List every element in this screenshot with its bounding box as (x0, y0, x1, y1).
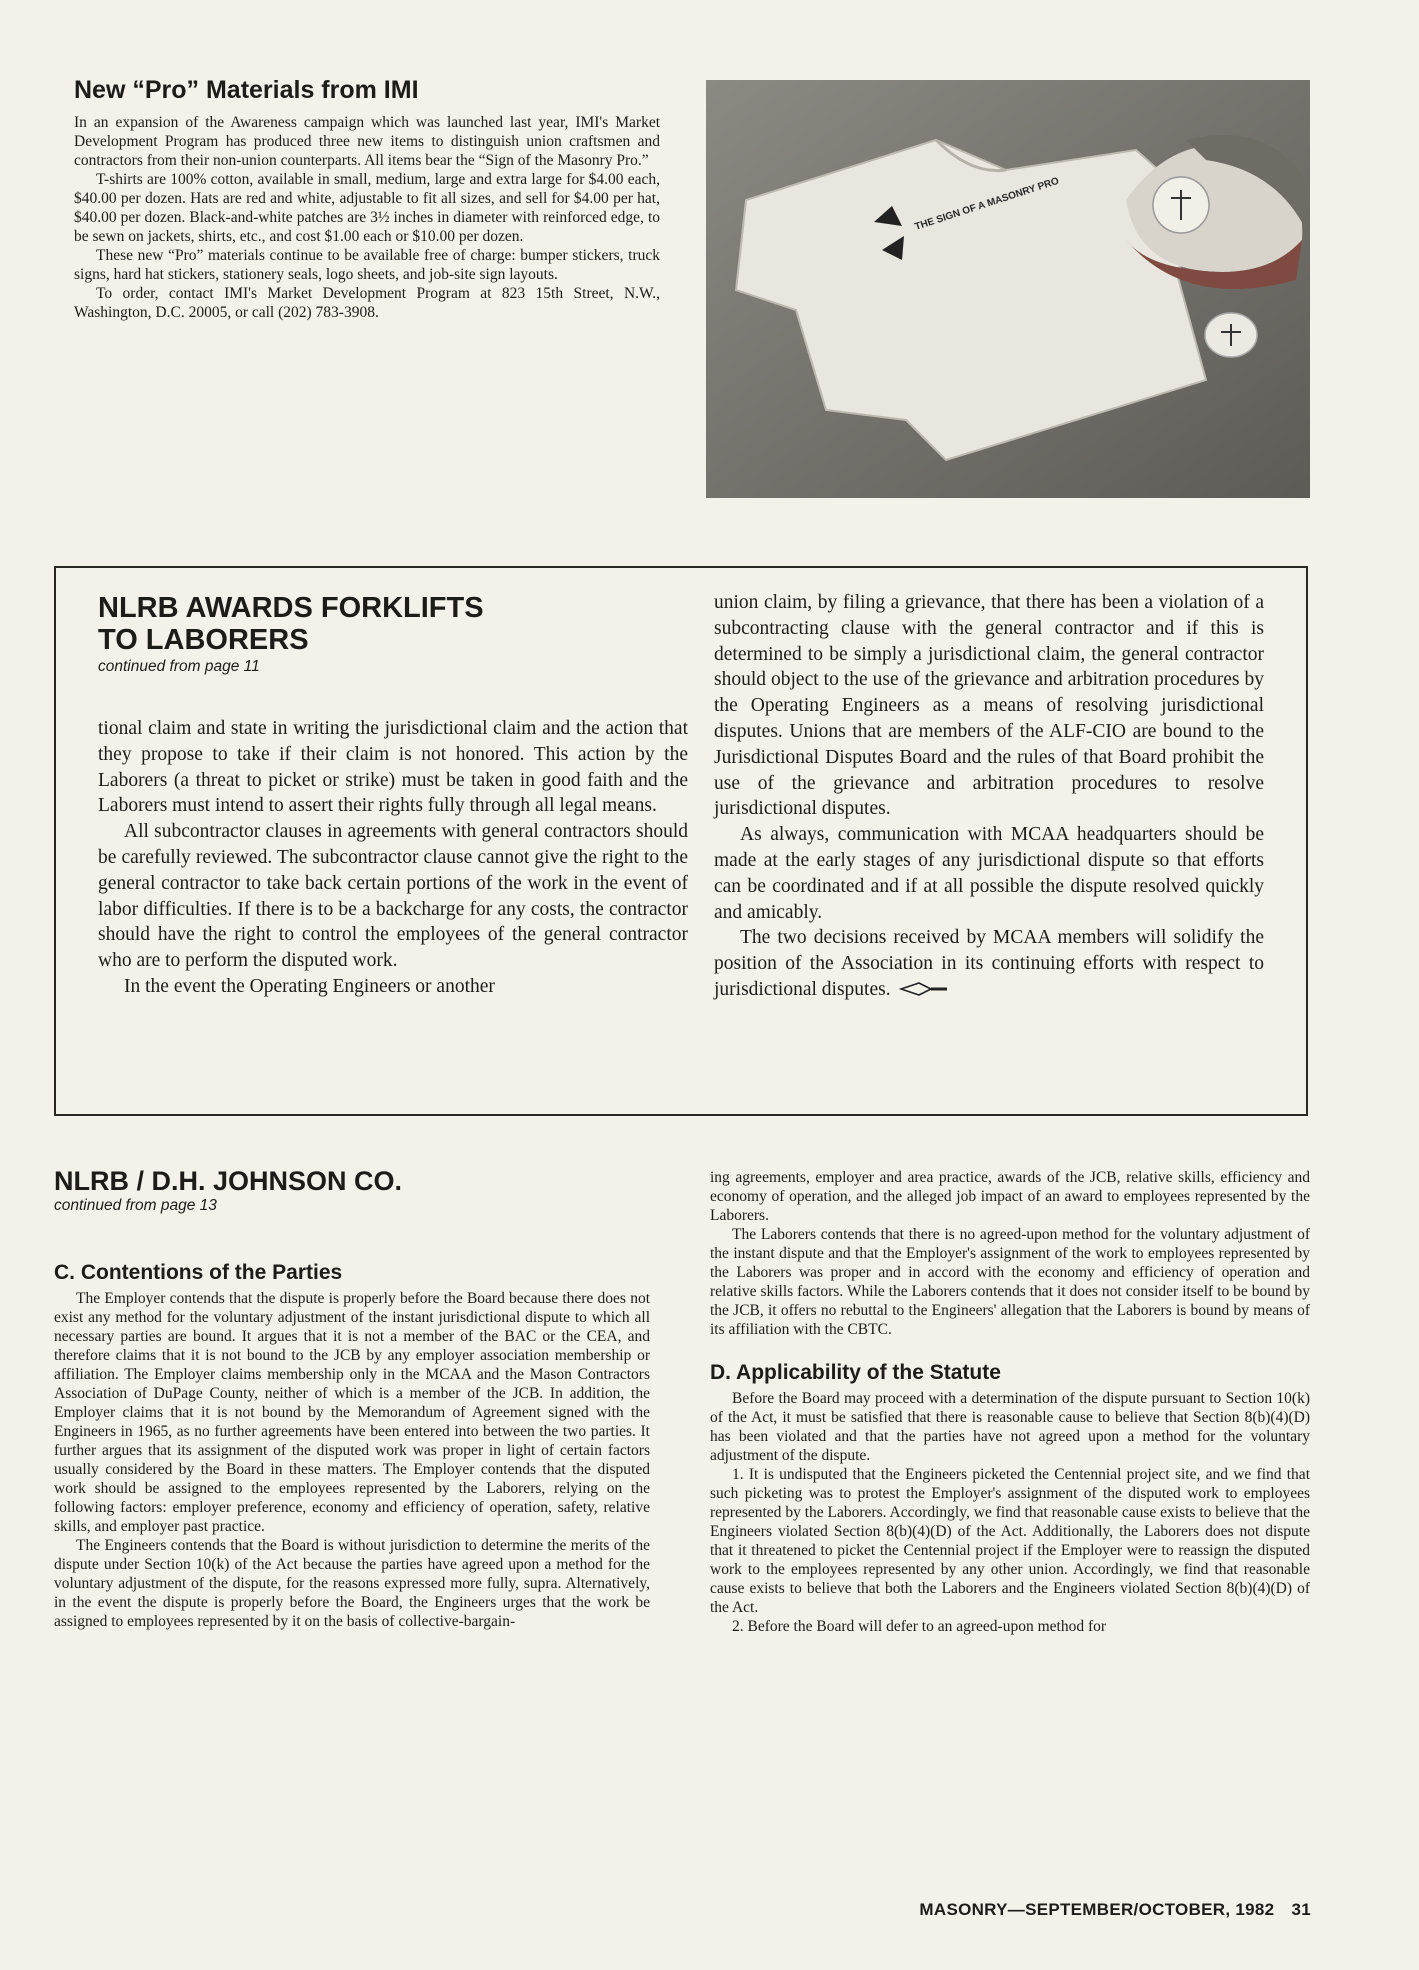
product-photo (706, 80, 1310, 498)
forklifts-paragraph: tional claim and state in writing the jurisdictional claim and the action that they propose to take if their claim is not honored. This action by the Laborers (a threat to picket or strike) must be taken in good faith and the Laborers must intend to assert their rights fully through all legal means. (98, 718, 688, 817)
patch (1205, 313, 1257, 357)
section-d-paragraph: 2. Before the Board will defer to an agreed-upon method for (732, 1618, 1107, 1635)
pro-article-body (74, 113, 660, 322)
section-c-paragraph: The Engineers contends that the Board is without jurisdiction to determine the merits of the dispute under Section 10(k) of the Act because the parties have agreed upon a method for the voluntary adjustment of the dispute, for the reasons expressed more fully, supra. Alternatively, in the event the dispute is properly before the Board, the Engineers urges that the work be assigned to employees represented by it on the basis of collective-bargain- (54, 1537, 650, 1630)
forklifts-paragraph: union claim, by filing a grievance, that there has been a violation of a subcontracting clause with the general contractor and if this is determined to be simply a jurisdictional claim, the general contractor should object to the use of the grievance and arbitration procedures by the Operating Engineers as a means of resolving jurisdictional disputes. Unions that are members of the ALF-CIO are bound to the Jurisdictional Disputes Board and the rules of that Board prohibit the use of the grievance and arbitration procedures to resolve jurisdictional disputes. (714, 592, 1264, 820)
forklifts-paragraph (714, 925, 1264, 1002)
section-c-body (54, 1289, 650, 1631)
section-d-body (710, 1389, 1310, 1636)
johnson-left-column (54, 1166, 650, 1631)
johnson-paragraph: ing agreements, employer and area practice, awards of the JCB, relative skills, efficiency and economy of operation, and the alleged job impact of an award to employees represented by the Laborers. (710, 1169, 1310, 1224)
section-d-paragraph: Before the Board may proceed with a determination of the dispute pursuant to Section 10(k) of the Act, it must be satisfied that there is reasonable cause to believe that Section 8(b)(4)(D) has been violated and that the parties have not agreed upon a method for the voluntary adjustment of the dispute. (710, 1390, 1310, 1464)
johnson-right-column (710, 1168, 1310, 1636)
johnson-right-body (710, 1168, 1310, 1339)
forklifts-title-line2: TO LABORERS (98, 624, 309, 656)
forklifts-title (98, 592, 688, 656)
pro-article-title: New “Pro” Materials from IMI (74, 76, 419, 104)
forklifts-continued: continued from page 11 (98, 658, 260, 675)
forklifts-paragraph: In the event the Operating Engineers or another (124, 975, 495, 997)
section-c-heading: C. Contentions of the Parties (54, 1261, 343, 1284)
photo-logo-text: THE SIGN OF A MASONRY PRO (913, 175, 1061, 233)
forklifts-final-text: The two decisions received by MCAA members will solidify the position of the Association in its continuing efforts with respect to jurisdictional disputes. (714, 927, 1264, 1000)
forklifts-paragraph: All subcontractor clauses in agreements with general contractors should be carefully reviewed. The subcontractor clause cannot give the right to the general contractor to take back certain portions of the work in the event of labor difficulties. If there is to be a backcharge for any costs, the contractor should have the right to control the employees of the general contractor who are to perform the disputed work. (98, 821, 688, 972)
trowel-end-mark-icon (899, 980, 949, 998)
forklifts-box (54, 566, 1308, 1116)
section-d-heading: D. Applicability of the Statute (710, 1361, 1001, 1384)
forklifts-paragraph: As always, communication with MCAA headquarters should be made at the early stages of any jurisdictional dispute so that efforts can be coordinated and if at all possible the dispute resolved quickly and amicably. (714, 824, 1264, 923)
pro-paragraph: To order, contact IMI's Market Development Program at 823 15th Street, N.W., Washington, D.C. 20005, or call (202) 783-3908. (74, 285, 660, 321)
forklifts-left-column (98, 592, 688, 1000)
johnson-paragraph: The Laborers contends that there is no agreed-upon method for the voluntary adjustment of the instant dispute and that the Employer's assignment of the work to employees represented by the Laborers was proper and in accord with the economy and efficiency of operation and relative skills factors. While the Laborers contends that it does not consider itself to be bound by the JCB, it offers no rebuttal to the Engineers' allegation that the Laborers is bound by means of its affiliation with the CBTC. (710, 1226, 1310, 1338)
johnson-title: NLRB / D.H. JOHNSON CO. (54, 1166, 403, 1196)
forklifts-left-body (98, 716, 688, 1000)
pro-paragraph: These new “Pro” materials continue to be available free of charge: bumper stickers, truck signs, hard hat stickers, stationery seals, logo sheets, and job-site sign layouts. (74, 247, 660, 283)
johnson-continued: continued from page 13 (54, 1197, 217, 1214)
pro-article (74, 76, 660, 322)
pro-paragraph: In an expansion of the Awareness campaign which was launched last year, IMI's Market Development Program has produced three new items to distinguish union craftsmen and contractors from their non-union counterparts. All items bear the “Sign of the Masonry Pro.” (74, 114, 660, 169)
page-footer (919, 1900, 1311, 1920)
product-photo-illustration (706, 80, 1310, 498)
footer-page-number: 31 (1291, 1900, 1311, 1919)
footer-publication: MASONRY—SEPTEMBER/OCTOBER, 1982 (919, 1900, 1275, 1919)
forklifts-right-column (714, 590, 1264, 1003)
forklifts-title-line1: NLRB AWARDS FORKLIFTS (98, 592, 484, 624)
pro-paragraph: T-shirts are 100% cotton, available in small, medium, large and extra large for $4.00 each, $40.00 per dozen. Hats are red and white, adjustable to fit all sizes, and sell for $4.00 per hat, $40.00 per dozen. Black-and-white patches are 3½ inches in diameter with reinforced edge, to be sewn on jackets, shirts, etc., and cost $1.00 each or $10.00 per dozen. (74, 171, 660, 245)
section-d-paragraph: 1. It is undisputed that the Engineers picketed the Centennial project site, and we find that such picketing was to protest the Employer's assignment of the disputed work to employees represented by the Laborers. Accordingly, we find that reasonable cause exists to believe that the Engineers violated Section 8(b)(4)(D) of the Act. Additionally, the Laborers does not dispute that it threatened to picket the Centennial project if the Employer were to reassign the disputed work to the employees represented by any other union. Accordingly, we find that reasonable cause exists to believe that both the Laborers and the Engineers violated Section 8(b)(4)(D) of the Act. (710, 1466, 1310, 1616)
section-c-paragraph: The Employer contends that the dispute is properly before the Board because there does not exist any method for the voluntary adjustment of the instant jurisdictional dispute to which all necessary parties are bound. It argues that it is not a member of the BAC or the CEA, and therefore claims that it is not bound to the JCB by any employer association membership or affiliation. The Employer claims membership only in the MCAA and the Mason Contractors Association of DuPage County, neither of which is a member of the JCB. In addition, the Employer claims that it is not bound by the Memorandum of Agreement signed with the Engineers in 1965, as no further agreements have been entered into between the two parties. It further argues that its assignment of the disputed work was proper in light of certain factors usually considered by the Board in these matters. The Employer contends that the disputed work should be assigned to the employees represented by the Laborers, relying on the following factors: employer preference, economy and efficiency of operation, safety, relative skills, and employer past practice. (54, 1290, 650, 1535)
